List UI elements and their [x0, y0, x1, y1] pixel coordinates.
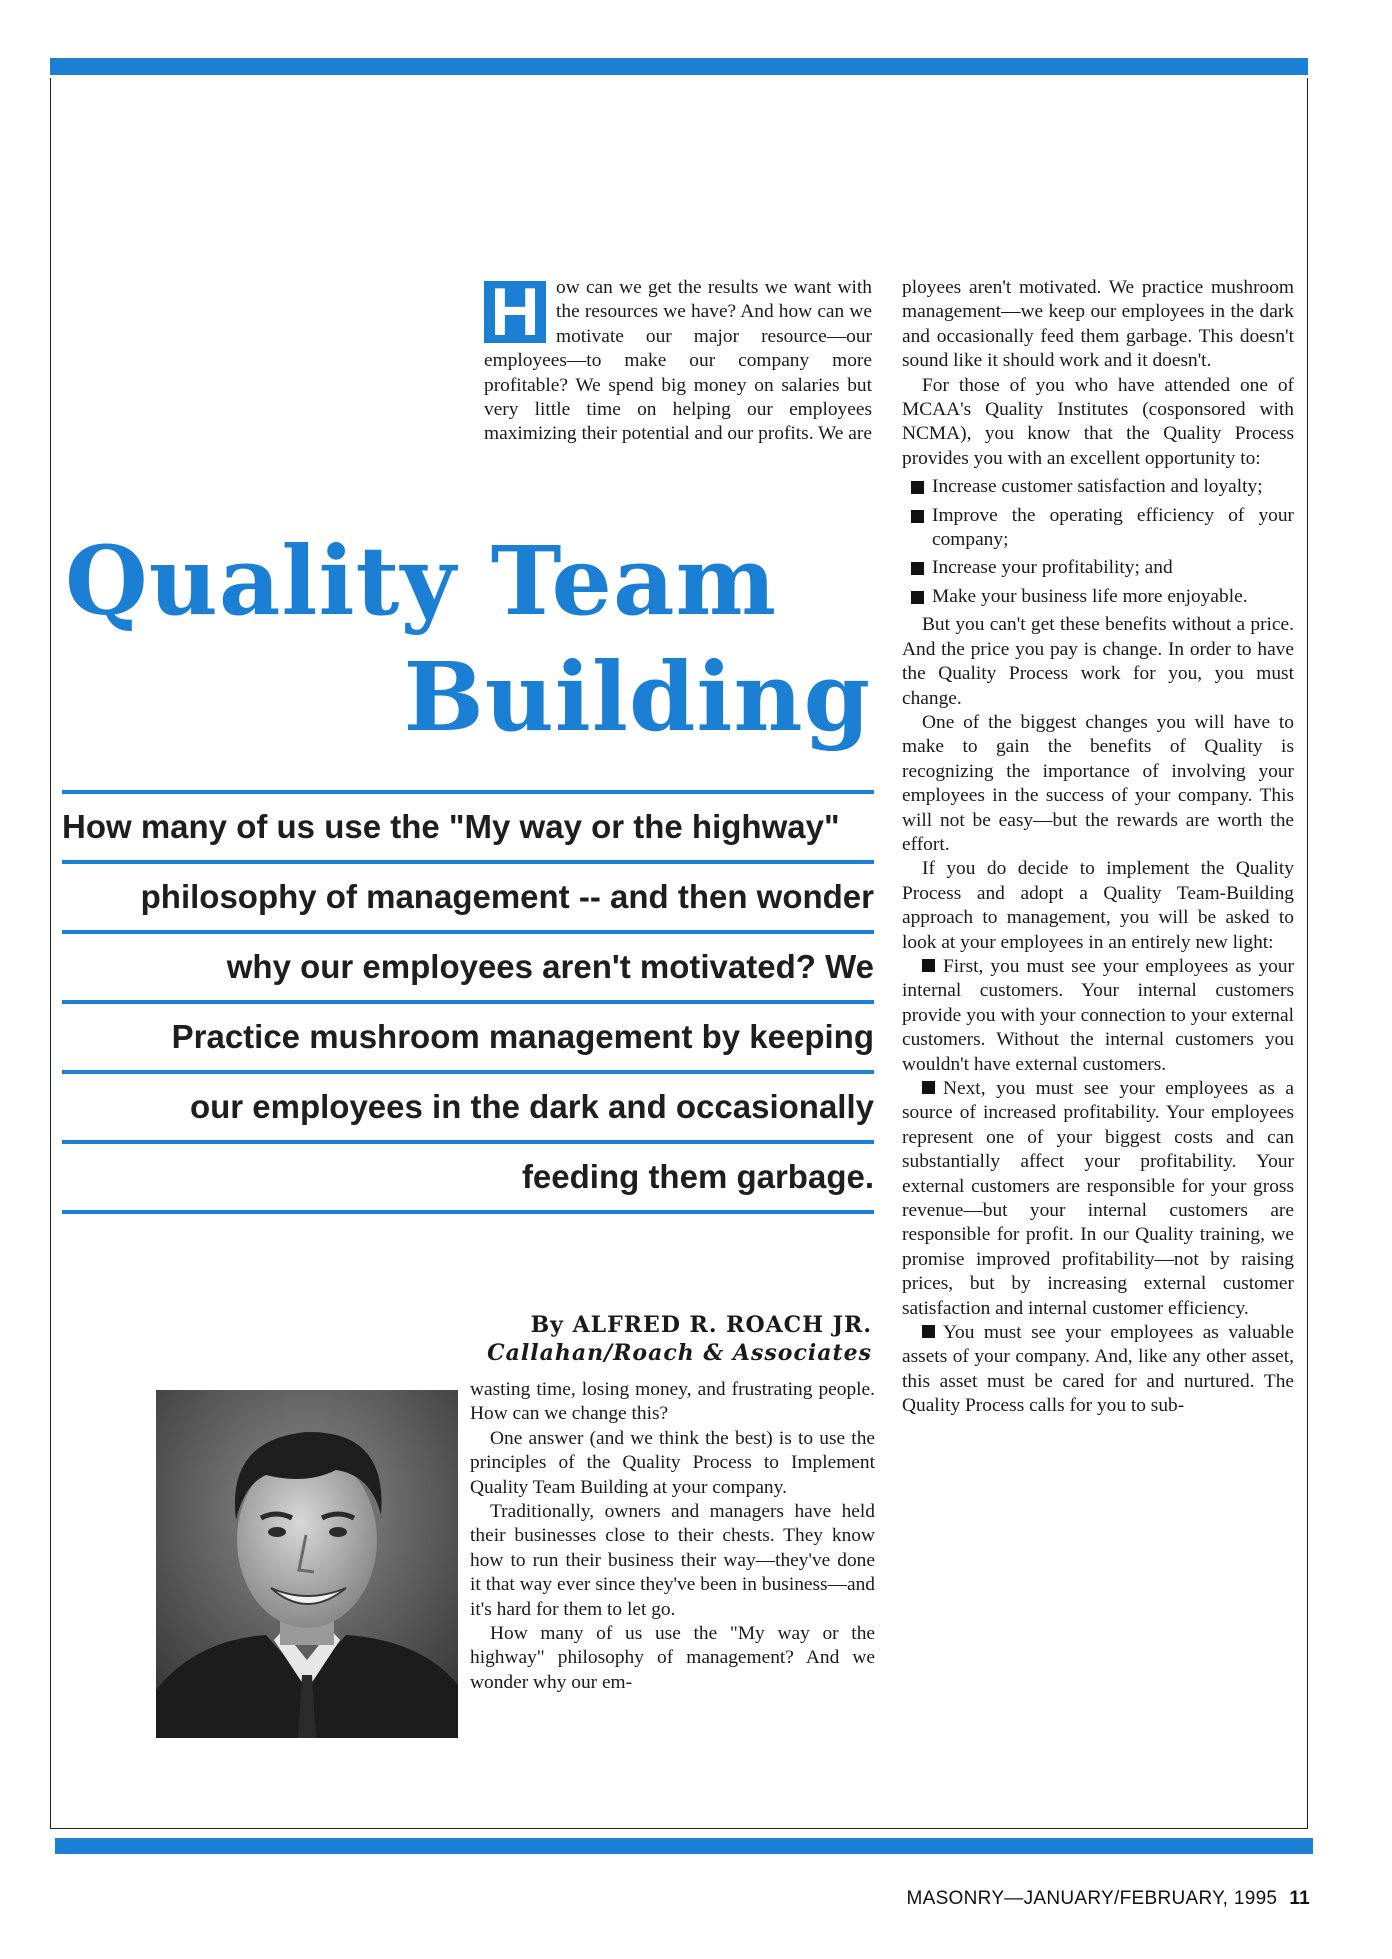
body-paragraph: One of the biggest changes you will have to make to gain the benefits of Quality is recognizing the importance of involving your employees in the success of your company. This will not be easy—but the rewards are worth the effort.	[902, 711, 1294, 855]
deck-rule	[62, 1210, 874, 1214]
list-item	[902, 556, 1294, 580]
list-item-text: Improve the operating efficiency of your company;	[932, 504, 1294, 551]
body-paragraph	[902, 1077, 1294, 1321]
body-paragraph: For those of you who have attended one of MCAA's Quality Institutes (cosponsored with NCMA), you know that the Quality Process provides you with an excellent opportunity to:	[902, 374, 1294, 469]
deck-line: feeding them garbage.	[521, 1158, 874, 1195]
body-paragraph-text: First, you must see your employees as your internal customers. Your internal customers provide you with your connection to your external customers. Without the internal customers you wouldn't have external customers.	[902, 955, 1294, 1075]
intro-text: ow can we get the results we want with the resources we have? And how can we motivate our major resource—our employees—to make our company more profitable? We spend big money on salaries but very little time on helping our employees maximizing their potential and our profits. We are	[484, 277, 872, 445]
publication-info: MASONRY—JANUARY/FEBRUARY, 1995	[906, 1888, 1278, 1909]
square-bullet-icon	[922, 1081, 935, 1094]
drop-cap: H	[484, 281, 546, 343]
body-paragraph: One answer (and we think the best) is to use the principles of the Quality Process to Implement Quality Team Building at your company.	[470, 1427, 875, 1498]
list-item-text: Make your business life more enjoyable.	[932, 585, 1248, 607]
deck-line: How many of us use the "My way or the highway"	[62, 808, 840, 845]
square-bullet-icon	[911, 481, 924, 494]
square-bullet-icon	[922, 1325, 935, 1338]
title-line-2: Building	[403, 642, 871, 753]
byline	[400, 1311, 872, 1367]
body-paragraph: ployees aren't motivated. We practice mushroom management—we keep our employees in the dark and occasionally feed them garbage. This doesn't sound like it should work and it doesn't.	[902, 277, 1294, 372]
author-company: Callahan/Roach & Associates	[487, 1340, 872, 1366]
deck-line: philosophy of management -- and then wonder	[140, 878, 874, 915]
left-column	[470, 1378, 875, 1695]
deck-line: Practice mushroom management by keeping	[171, 1018, 874, 1055]
portrait-illustration	[156, 1390, 458, 1738]
author-photo	[156, 1390, 458, 1738]
body-paragraph: Traditionally, owners and managers have held their businesses close to their chests. They know how to run their business their way—they've done it that way ever since they've been in business—and it's hard for them to let go.	[470, 1501, 875, 1620]
body-paragraph: wasting time, losing money, and frustrating people. How can we change this?	[470, 1379, 875, 1425]
square-bullet-icon	[911, 510, 924, 523]
body-paragraph	[902, 1321, 1294, 1419]
list-item-text: Increase customer satisfaction and loyalty;	[932, 476, 1263, 498]
deck-line: why our employees aren't motivated? We	[226, 948, 874, 985]
right-column	[902, 276, 1294, 1419]
page-footer	[820, 1888, 1310, 1910]
body-paragraph: But you can't get these benefits without a price. And the price you pay is change. In order to have the Quality Process work for you, you must change.	[902, 614, 1294, 709]
intro-paragraph	[484, 276, 872, 447]
bottom-accent-bar	[55, 1838, 1313, 1854]
list-item	[902, 475, 1294, 499]
title-line-1: Quality Team	[65, 526, 778, 637]
article-title	[65, 524, 873, 756]
body-paragraph: If you do decide to implement the Quality Process and adopt a Quality Team-Building approach to management, you will be asked to look at your employees in an entirely new light:	[902, 858, 1294, 953]
square-bullet-icon	[922, 959, 935, 972]
benefit-list	[902, 475, 1294, 609]
body-paragraph: How many of us use the "My way or the highway" philosophy of management? And we wonder why our em-	[470, 1623, 875, 1693]
top-accent-bar	[50, 58, 1308, 75]
square-bullet-icon	[911, 591, 924, 604]
body-paragraph-text: Next, you must see your employees as a source of increased profitability. Your employees represent one of your biggest costs and can substantially affect your profitability. Your external customers are responsible for your gross revenue—but your internal customers are responsible for profit. In our Quality training, we promise improved profitability—not by raising prices, but by increasing external customer satisfaction and internal customer efficiency.	[902, 1078, 1294, 1319]
list-item	[902, 504, 1294, 553]
list-item	[902, 585, 1294, 609]
page-number: 11	[1289, 1888, 1310, 1909]
deck-line: our employees in the dark and occasionally	[189, 1088, 874, 1125]
author-name: By ALFRED R. ROACH JR.	[530, 1312, 872, 1338]
square-bullet-icon	[911, 562, 924, 575]
body-paragraph-text: You must see your employees as valuable assets of your company. And, like any other asset, this asset must be cared for and nurtured. The Quality Process calls for you to sub-	[902, 1322, 1294, 1417]
body-paragraph	[902, 955, 1294, 1077]
deck-pull-quote	[62, 790, 874, 1214]
list-item-text: Increase your profitability; and	[932, 557, 1173, 579]
